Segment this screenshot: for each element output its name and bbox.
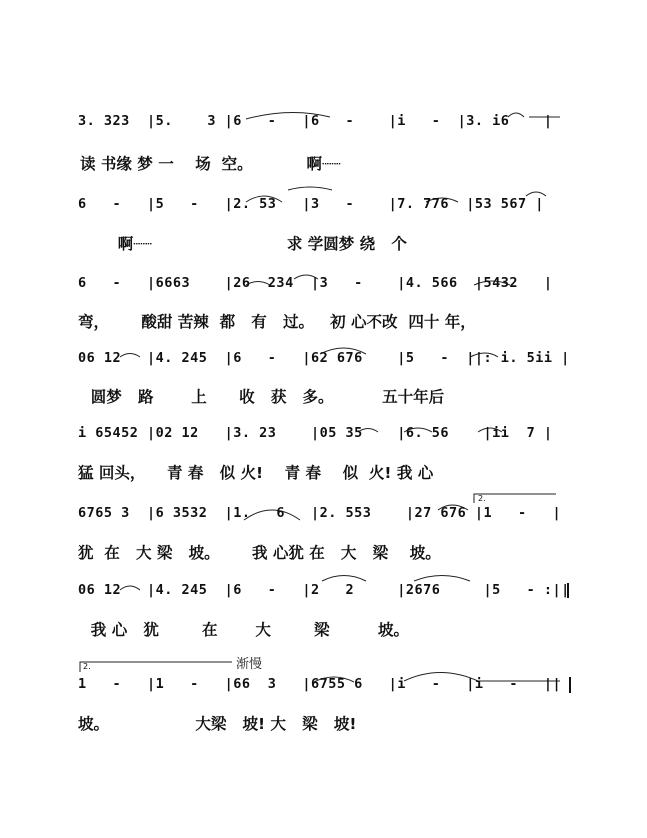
lyrics-line-3: 弯， 酸甜 苦辣 都 有 过。 初 心不改 四十 年， [78, 313, 476, 331]
notation-line-3: 6 - |6663 |26 234 |3 - |4. 566 |5432 | [78, 275, 553, 291]
tempo-marking: 渐慢 [236, 657, 263, 672]
notation-line-4: 06 12 |4. 245 |6 - |62 676 |5 - ||: i. 5ii | [78, 350, 570, 366]
lyrics-line-8: 坡。 大梁 坡! 大 梁 坡! [78, 715, 357, 733]
lyrics-line-6: 犹 在 大 梁 坡。 我 心犹 在 大 梁 坡。 [78, 544, 441, 562]
lyrics-line-5: 猛 回头， 青 春 似 火! 青 春 似 火! 我 心 [78, 464, 434, 482]
notation-line-2: 6 - |5 - |2. 53 |3 - |7. 776 |53 567 | [78, 196, 544, 212]
notation-line-8: 1 - |1 - |66 3 |6755 6 |i - |i - || [78, 676, 562, 692]
notation-line-6: 6765 3 |6 3532 |1. 6 |2. 553 |27 676 |1 - | [78, 505, 562, 521]
notation-line-7: 06 12 |4. 245 |6 - |2 2 |2676 |5 - :|| [78, 582, 570, 598]
lyrics-line-4: 圆梦 路 上 收 获 多。 五十年后 [80, 388, 445, 406]
lyrics-line-7: 我 心 犹 在 大 梁 坡。 [80, 621, 410, 639]
lyrics-line-1: 读 书缘 梦 一 场 空。 啊┈┈ [80, 155, 341, 173]
volta-2-label-final: 2. [83, 662, 91, 671]
lyrics-line-2: 啊┈┈ 求 学圆梦 绕 个 [80, 235, 407, 253]
notation-line-1: 3. 323 |5. 3 |6 - |6 - |i - |3. i6 | [78, 113, 553, 129]
volta-2-label: 2. [478, 494, 486, 503]
notation-line-5: i 65452 |02 12 |3. 23 |05 35 |6. 56 |ii 7 | [78, 425, 553, 441]
